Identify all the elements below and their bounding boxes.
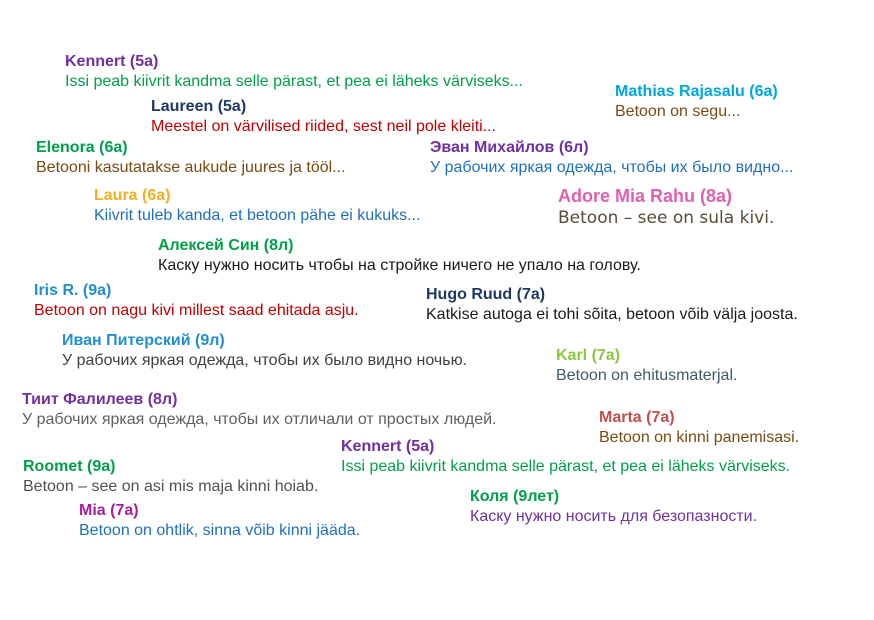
quote-evan [430,138,793,178]
quote-ivan [62,331,467,371]
quote-author: Hugo Ruud (7a) [426,286,546,303]
quote-author: Тиит Фалилеев (8л) [22,391,178,408]
quote-author: Kennert (5a) [341,438,435,455]
quote-text: Каску нужно носить чтобы на стройке ничего не упало на голову. [158,257,641,274]
quote-text: Betoon – see on asi mis maja kinni hoiab. [23,478,319,495]
quote-text: Meestel on värvilised riided, sest neil pole kleiti... [151,118,497,135]
quote-author: Elenora (6a) [36,139,128,156]
quote-hugo [426,285,798,325]
quote-text: У рабочих яркая одежда, чтобы их было видно ночью. [62,352,468,369]
quote-author: Iris R. (9a) [34,282,112,299]
quote-author: Karl (7a) [556,347,621,364]
quote-author: Mathias Rajasalu (6a) [615,83,778,100]
quote-elenora [36,138,346,178]
quote-text: Katkise autoga ei tohi sõita, betoon võib välja joosta. [426,306,798,323]
quote-text: У рабочих яркая одежда, чтобы их было видно... [430,159,794,176]
quote-text: Betooni kasutatakse aukude juures ja tööl... [36,159,346,176]
quote-text: Betoon on ohtlik, sinna võib kinni jääda. [79,522,361,539]
quote-text: Betoon on segu... [615,103,741,120]
quote-author: Алексей Син (8л) [158,237,294,254]
quote-author: Laureen (5a) [151,98,247,115]
quote-aleksei [158,236,641,276]
quote-text: Каску нужно носить для безопазности. [470,508,758,525]
quote-author: Laura (6a) [94,187,171,204]
quote-text: У рабочих яркая одежда, чтобы их отличали от простых людей. [22,411,497,428]
quote-adore [558,185,774,229]
quote-text: Issi peab kiivrit kandma selle pärast, et pea ei läheks värviseks... [65,73,523,90]
quote-author: Roomet (9a) [23,458,116,475]
quote-author: Эван Михайлов (6л) [430,139,589,156]
quote-karl [556,346,737,386]
quote-text: Betoon on kinni panemisasi. [599,429,800,446]
quote-laura [94,186,420,226]
quote-roomet [23,457,318,497]
quote-mia [79,501,360,541]
quote-kennert-2 [341,437,790,477]
quote-author: Коля (9лет) [470,488,560,505]
quote-mathias [615,82,778,122]
quote-tiit [22,390,496,430]
quote-author: Mia (7a) [79,502,139,519]
quote-author: Marta (7a) [599,409,675,426]
quote-author: Иван Питерский (9л) [62,332,225,349]
quote-author: Kennert (5a) [65,53,159,70]
quote-iris [34,281,359,321]
quote-text: Kiivrit tuleb kanda, et betoon pähe ei kukuks... [94,207,421,224]
quote-kolya [470,487,757,527]
quote-text: Betoon – see on sula kivi. [558,208,775,228]
quote-author: Adore Mia Rahu (8a) [558,186,733,206]
quote-laureen [151,97,496,137]
quote-kennert-1 [65,52,523,92]
quote-text: Issi peab kiivrit kandma selle pärast, et pea ei läheks värviseks. [341,458,791,475]
quote-text: Betoon on ehitusmaterjal. [556,367,738,384]
quote-text: Betoon on nagu kivi millest saad ehitada asju. [34,302,359,319]
